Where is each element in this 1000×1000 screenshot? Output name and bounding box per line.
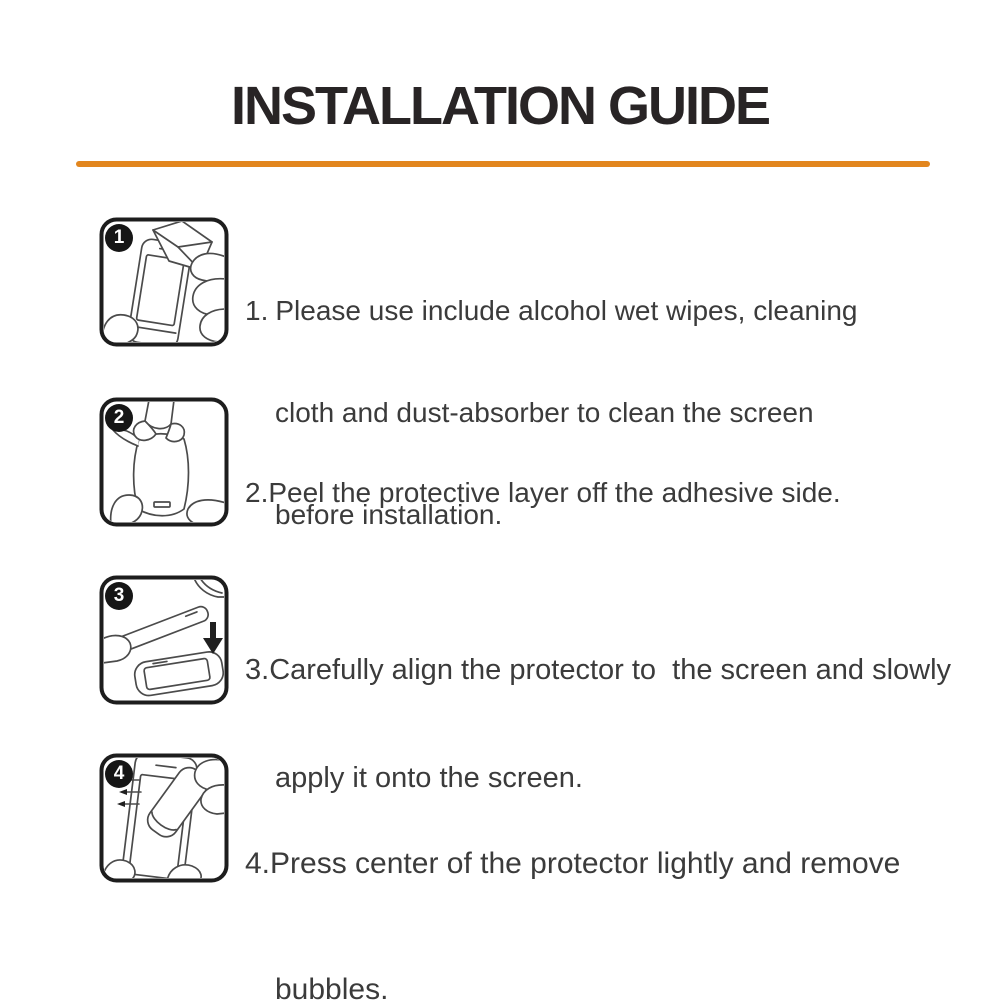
step-3-figure [99, 575, 229, 705]
step-2-figure [99, 397, 229, 527]
step-text-line: apply it onto the screen. [275, 762, 583, 794]
step-4-badge: 4 [105, 760, 133, 788]
step-line-text: Press center of the protector lightly and remove [270, 847, 901, 880]
step-line-text: Carefully align the protector to the screen and slowly [269, 654, 952, 686]
step-text-line [245, 476, 841, 510]
step-text-line [245, 843, 900, 885]
step-number: 3. [245, 654, 270, 686]
step-1-badge: 1 [105, 224, 133, 252]
step-3-badge: 3 [105, 582, 133, 610]
step-text-line [245, 294, 858, 328]
step-4-text [245, 759, 900, 1000]
step-number: 4. [245, 847, 271, 880]
step-4-figure [99, 753, 229, 883]
page-title: INSTALLATION GUIDE [231, 76, 769, 136]
step-text-line [245, 652, 951, 688]
accent-divider [76, 161, 930, 167]
step-text-line: before installation. [275, 499, 503, 530]
step-2-text [245, 408, 841, 578]
step-number: 2. [245, 477, 269, 508]
step-line-text: Peel the protective layer off the adhesive side. [268, 477, 841, 508]
step-1-figure [99, 217, 229, 347]
step-2-badge: 2 [105, 404, 133, 432]
step-line-text: Please use include alcohol wet wipes, cleaning [275, 295, 858, 326]
step-text-line: cloth and dust-absorber to clean the screen [275, 397, 814, 428]
step-number: 1. [245, 295, 269, 326]
step-text-line: bubbles. [275, 973, 389, 1000]
